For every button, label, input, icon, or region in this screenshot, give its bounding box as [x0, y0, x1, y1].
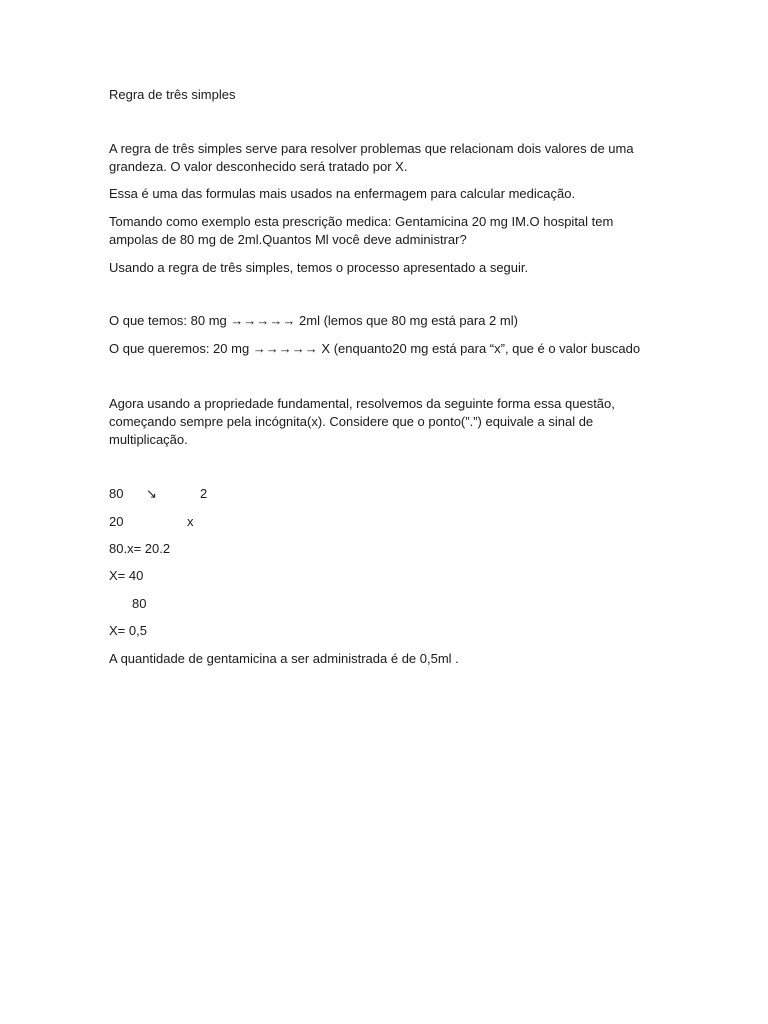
- what-we-want-line: O que queremos: 20 mg →→→→→ X (enquanto20 mg está para “x”, que é o valor buscado: [109, 341, 641, 356]
- formula-note-paragraph: Essa é uma das formulas mais usados na enfermagem para calcular medicação.: [109, 186, 576, 201]
- document-title: Regra de três simples: [109, 87, 236, 102]
- calc-row2-left-value: 20: [109, 514, 124, 529]
- calc-row1-right-value: 2: [200, 486, 208, 501]
- property-paragraph-line-1: Agora usando a propriedade fundamental, resolvemos da seguinte forma essa questão,: [109, 396, 615, 411]
- diagonal-arrow-icon: ↘: [146, 486, 157, 501]
- what-we-have-line: O que temos: 80 mg →→→→→ 2ml (lemos que 80 mg está para 2 ml): [109, 313, 518, 328]
- process-paragraph: Usando a regra de três simples, temos o processo apresentado a seguir.: [109, 260, 529, 275]
- conclusion-paragraph: A quantidade de gentamicina a ser administrada é de 0,5ml .: [109, 651, 459, 666]
- calc-equation: 80.x= 20.2: [109, 541, 171, 556]
- intro-paragraph-line-1: A regra de três simples serve para resolver problemas que relacionam dois valores de uma: [109, 141, 634, 156]
- calc-result: X= 0,5: [109, 623, 147, 638]
- property-paragraph-line-2: começando sempre pela incógnita(x). Considere que o ponto(”.”) equivale a sinal de: [109, 414, 594, 429]
- example-paragraph-line-1: Tomando como exemplo esta prescrição medica: Gentamicina 20 mg IM.O hospital tem: [109, 214, 614, 229]
- intro-paragraph-line-2: grandeza. O valor desconhecido será tratado por X.: [109, 159, 408, 174]
- calc-row2-right-value: x: [187, 514, 194, 529]
- calc-row1-left-value: 80: [109, 486, 124, 501]
- calc-denominator: 80: [132, 596, 147, 611]
- calc-numerator: X= 40: [109, 568, 144, 583]
- example-paragraph-line-2: ampolas de 80 mg de 2ml.Quantos Ml você deve administrar?: [109, 232, 467, 247]
- property-paragraph-line-3: multiplicação.: [109, 432, 188, 447]
